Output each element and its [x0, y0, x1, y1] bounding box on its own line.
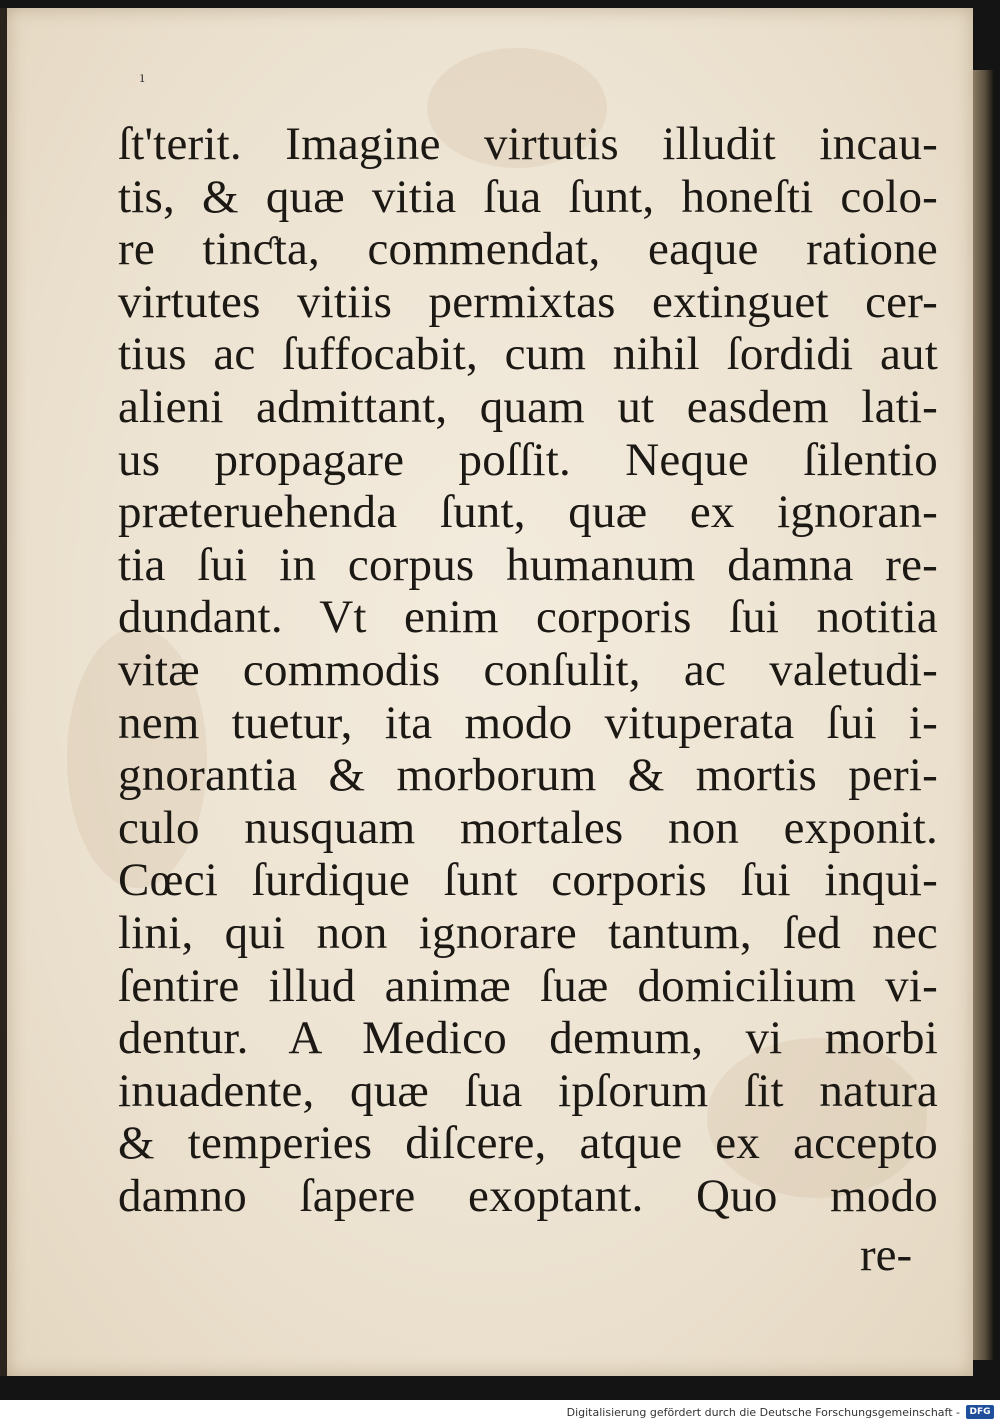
body-text	[118, 118, 938, 1222]
text-line: ſentire illud animæ ſuæ domicilium vi-	[118, 959, 938, 1012]
text-line: damno ſapere exoptant. Quo modo	[118, 1169, 938, 1222]
text-line: ſt'terit. Imagine virtutis illudit incau-	[118, 118, 938, 170]
page-edge-right	[973, 70, 993, 1360]
text-line: tis, & quæ vitia ſua ſunt, honeſti colo-	[118, 170, 938, 223]
margin-mark: ı	[140, 70, 145, 86]
dfg-logo: DFG	[966, 1405, 994, 1419]
text-line: & temperies diſcere, atque ex accepto	[118, 1117, 938, 1170]
page-edge-left	[0, 8, 7, 1376]
text-line: tia ſui in corpus humanum damna re-	[118, 538, 938, 591]
text-line: inuadente, quæ ſua ipſorum ſit natura	[118, 1064, 938, 1117]
text-line: culo nusquam mortales non exponit.	[118, 801, 938, 854]
text-line: dentur. A Medico demum, vi morbi	[118, 1012, 938, 1065]
text-line: gnorantia & morborum & mortis peri-	[118, 749, 938, 802]
text-line: Cœci ſurdique ſunt corporis ſui inqui-	[118, 854, 938, 907]
text-line: re tinƈta, commendat, eaque ratione	[118, 223, 938, 276]
text-line: us propagare poſſit. Neque ſilentio	[118, 433, 938, 486]
text-line: virtutes vitiis permixtas extinguet cer-	[118, 275, 938, 328]
text-line: præteruehenda ſunt, quæ ex ignoran-	[118, 486, 938, 539]
text-line: nem tuetur, ita modo vituperata ſui i-	[118, 696, 938, 749]
text-line: vitæ commodis conſulit, ac valetudi-	[118, 643, 938, 696]
catchword: re-	[860, 1229, 913, 1281]
digitization-credit: Digitalisierung gefördert durch die Deutsche Forschungsgemeinschaft -	[566, 1406, 960, 1419]
text-line: dundant. Vt enim corporis ſui notitia	[118, 591, 938, 644]
text-line: alieni admittant, quam ut easdem lati-	[118, 380, 938, 433]
text-line: tius ac ſuffocabit, cum nihil ſordidi aut	[118, 328, 938, 381]
footer-bar	[0, 1400, 1000, 1425]
text-line: lini, qui non ignorare tantum, ſed nec	[118, 906, 938, 959]
